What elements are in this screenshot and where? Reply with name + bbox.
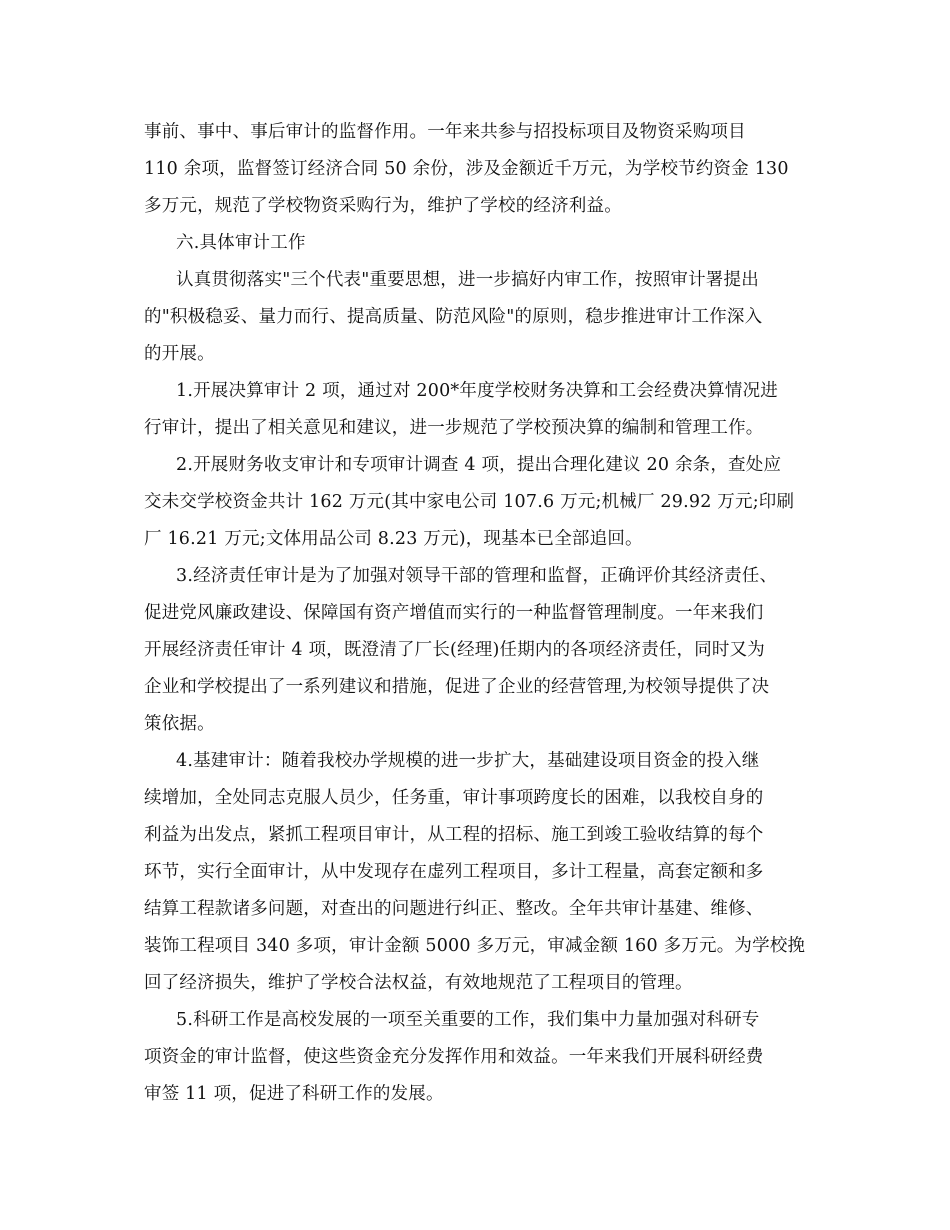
text-line: 事前、事中、事后审计的监督作用。一年来共参与招投标项目及物资采购项目	[144, 122, 746, 142]
text-line: 厂 16.21 万元;文体用品公司 8.23 万元)，现基本已全部追回。	[144, 529, 643, 549]
text-line: 的开展。	[144, 344, 215, 364]
text-line: 交未交学校资金共计 162 万元(其中家电公司 107.6 万元;机械厂 29.92 万元;印刷	[144, 492, 795, 512]
text-line: 多万元，规范了学校物资采购行为，维护了学校的经济利益。	[144, 196, 622, 216]
text-line: 5.科研工作是高校发展的一项至关重要的工作，我们集中力量加强对科研专	[176, 1010, 760, 1030]
text-line: 的"积极稳妥、量力而行、提高质量、防范风险"的原则，稳步推进审计工作深入	[144, 307, 763, 327]
text-line: 2.开展财务收支审计和专项审计调查 4 项，提出合理化建议 20 余条，查处应	[176, 455, 782, 475]
text-line: 环节，实行全面审计，从中发现存在虚列工程项目，多计工程量，高套定额和多	[144, 862, 764, 882]
text-line: 审签 11 项，促进了科研工作的发展。	[144, 1084, 444, 1104]
text-line: 企业和学校提出了一系列建议和措施，促进了企业的经营管理,为校领导提供了决	[144, 677, 770, 697]
text-line: 4.基建审计：随着我校办学规模的进一步扩大，基础建设项目资金的投入继	[176, 751, 760, 771]
section-heading: 六.具体审计工作	[176, 233, 306, 253]
text-line: 策依据。	[144, 714, 215, 734]
text-line: 110 余项，监督签订经济合同 50 余份，涉及金额近千万元，为学校节约资金 130	[144, 159, 789, 179]
text-line: 装饰工程项目 340 多项，审计金额 5000 多万元，审减金额 160 多万元。为学校挽	[144, 936, 806, 956]
text-line: 3.经济责任审计是为了加强对领导干部的管理和监督，正确评价其经济责任、	[176, 566, 778, 586]
text-line: 利益为出发点，紧抓工程项目审计，从工程的招标、施工到竣工验收结算的每个	[144, 825, 764, 845]
text-line: 1.开展决算审计 2 项，通过对 200*年度学校财务决算和工会经费决算情况进	[176, 381, 778, 401]
text-line: 续增加，全处同志克服人员少，任务重，审计事项跨度长的困难，以我校自身的	[144, 788, 764, 808]
text-line: 促进党风廉政建设、保障国有资产增值而实行的一种监督管理制度。一年来我们	[144, 603, 764, 623]
text-line: 项资金的审计监督，使这些资金充分发挥作用和效益。一年来我们开展科研经费	[144, 1047, 764, 1067]
text-line: 认真贯彻落实"三个代表"重要思想，进一步搞好内审工作，按照审计署提出	[176, 270, 759, 290]
text-line: 开展经济责任审计 4 项，既澄清了厂长(经理)任期内的各项经济责任，同时又为	[144, 640, 766, 660]
text-line: 结算工程款诸多问题，对查出的问题进行纠正、整改。全年共审计基建、维修、	[144, 899, 764, 919]
text-line: 回了经济损失，维护了学校合法权益，有效地规范了工程项目的管理。	[144, 973, 693, 993]
text-line: 行审计，提出了相关意见和建议，进一步规范了学校预决算的编制和管理工作。	[144, 418, 764, 438]
